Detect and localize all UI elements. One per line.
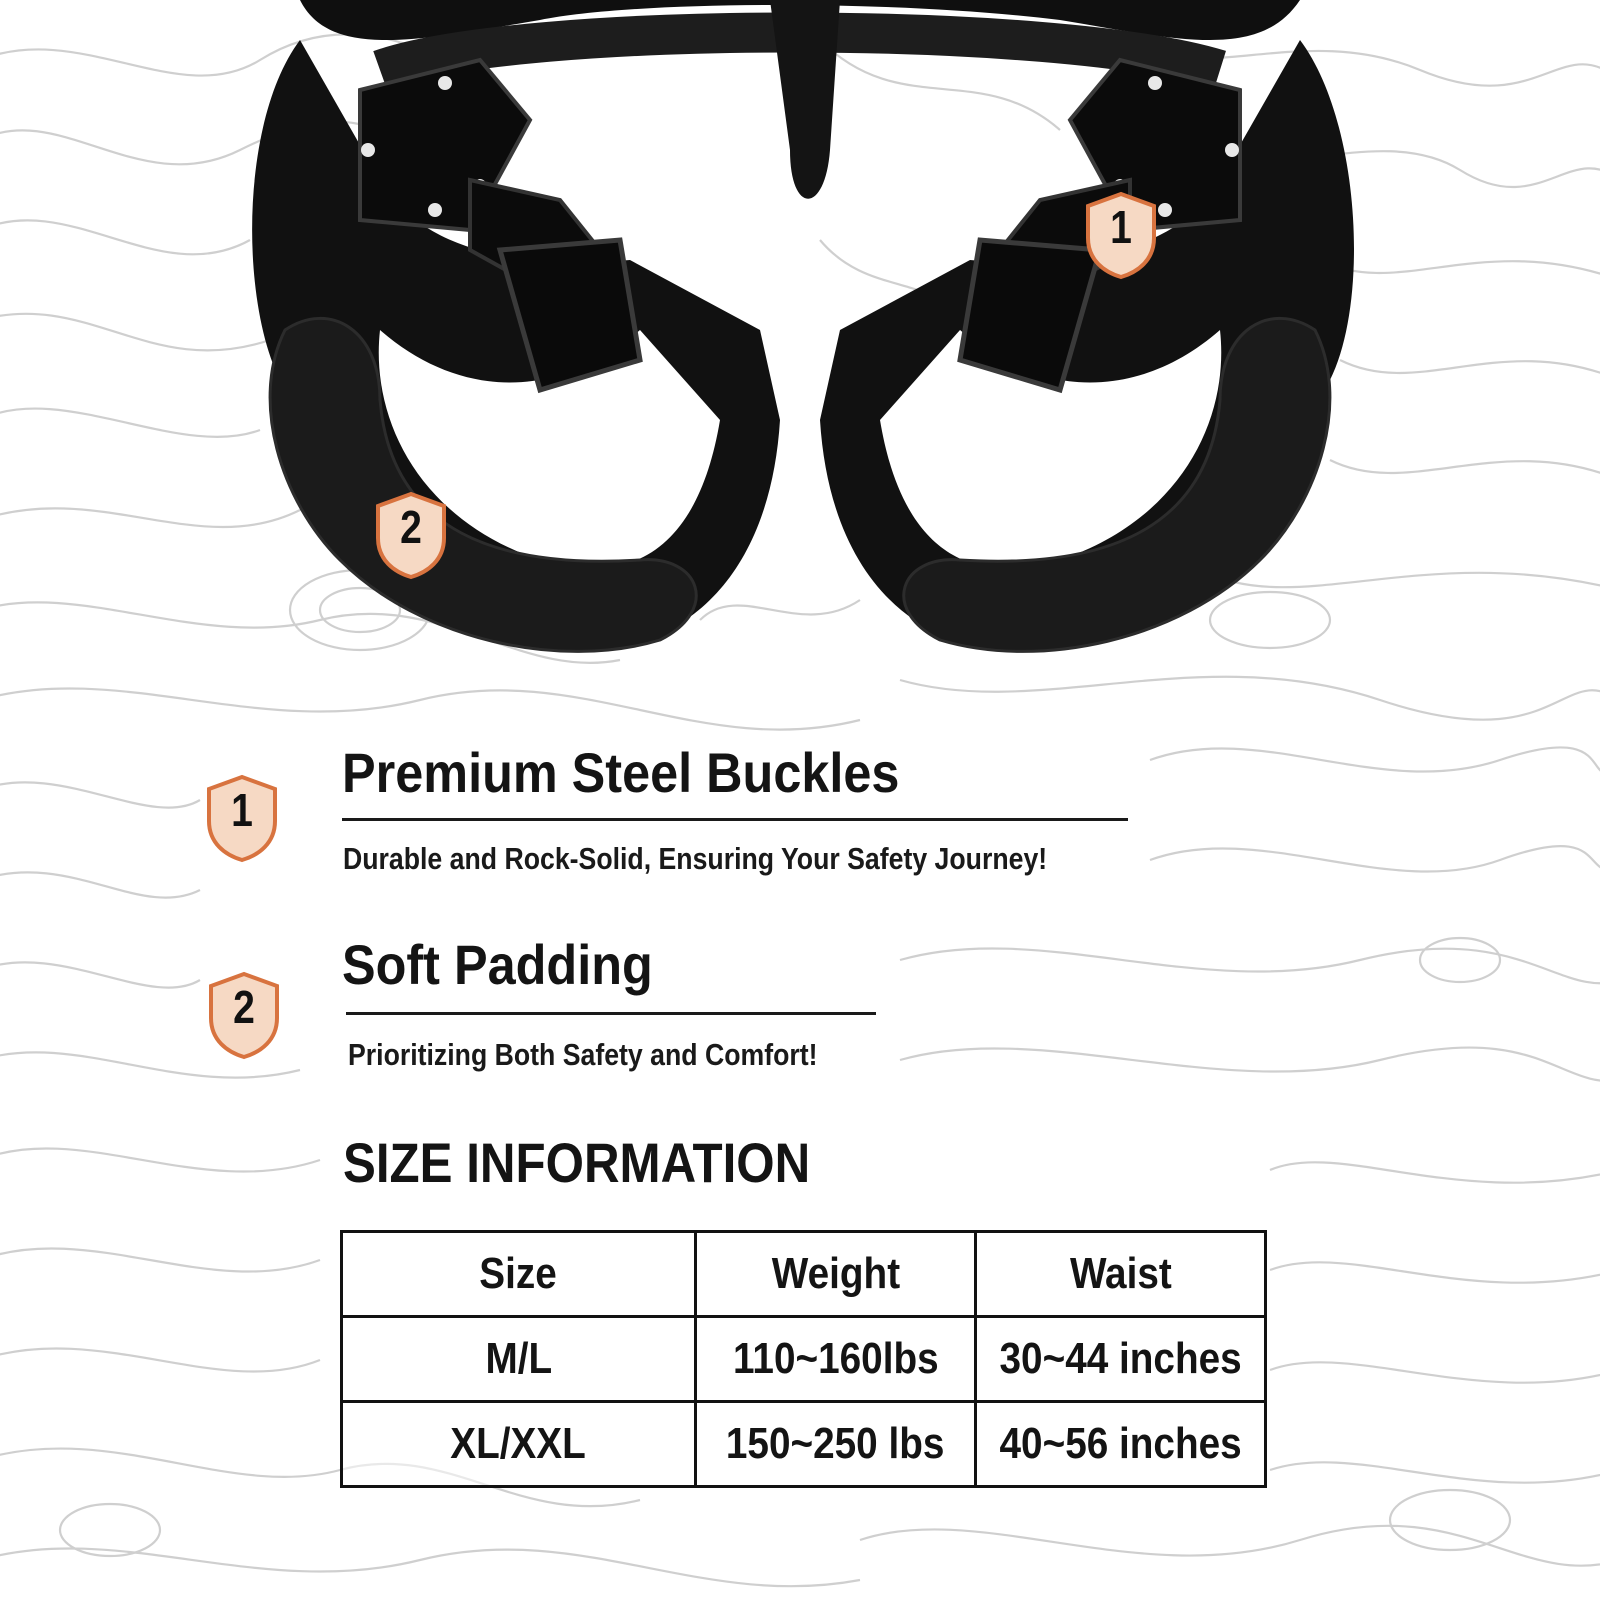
size-cell: XL/XXL — [342, 1402, 696, 1487]
table-row — [342, 1402, 1266, 1487]
size-cell: M/L — [342, 1317, 696, 1402]
waist-cell: 40~56 inches — [976, 1402, 1266, 1487]
column-header-size: Size — [342, 1232, 696, 1317]
column-header-weight: Weight — [696, 1232, 976, 1317]
feature-1-divider — [342, 818, 1128, 821]
buckle-callout-badge — [1082, 190, 1160, 280]
feature-2-badge — [205, 970, 283, 1060]
shield-number-icon: 2 — [400, 501, 422, 553]
feature-1-subtitle: Durable and Rock-Solid, Ensuring Your Safety Journey! — [343, 841, 1048, 876]
weight-cell: 110~160lbs — [696, 1317, 976, 1402]
column-header-waist: Waist — [976, 1232, 1266, 1317]
feature-1-title: Premium Steel Buckles — [342, 741, 900, 804]
table-header-row — [342, 1232, 1266, 1317]
feature-1-badge — [203, 773, 281, 863]
size-information-heading: SIZE INFORMATION — [343, 1131, 811, 1194]
padding-callout-badge — [372, 490, 450, 580]
feature-2-divider — [346, 1012, 876, 1015]
harness-product-image — [0, 0, 1600, 680]
table-row — [342, 1317, 1266, 1402]
feature-2-subtitle: Prioritizing Both Safety and Comfort! — [348, 1037, 818, 1072]
shield-number-icon: 2 — [233, 981, 255, 1033]
shield-number-icon: 1 — [1110, 201, 1132, 253]
waist-cell: 30~44 inches — [976, 1317, 1266, 1402]
size-table — [340, 1230, 1267, 1488]
shield-number-icon: 1 — [231, 784, 253, 836]
feature-2-title: Soft Padding — [342, 933, 653, 996]
weight-cell: 150~250 lbs — [696, 1402, 976, 1487]
